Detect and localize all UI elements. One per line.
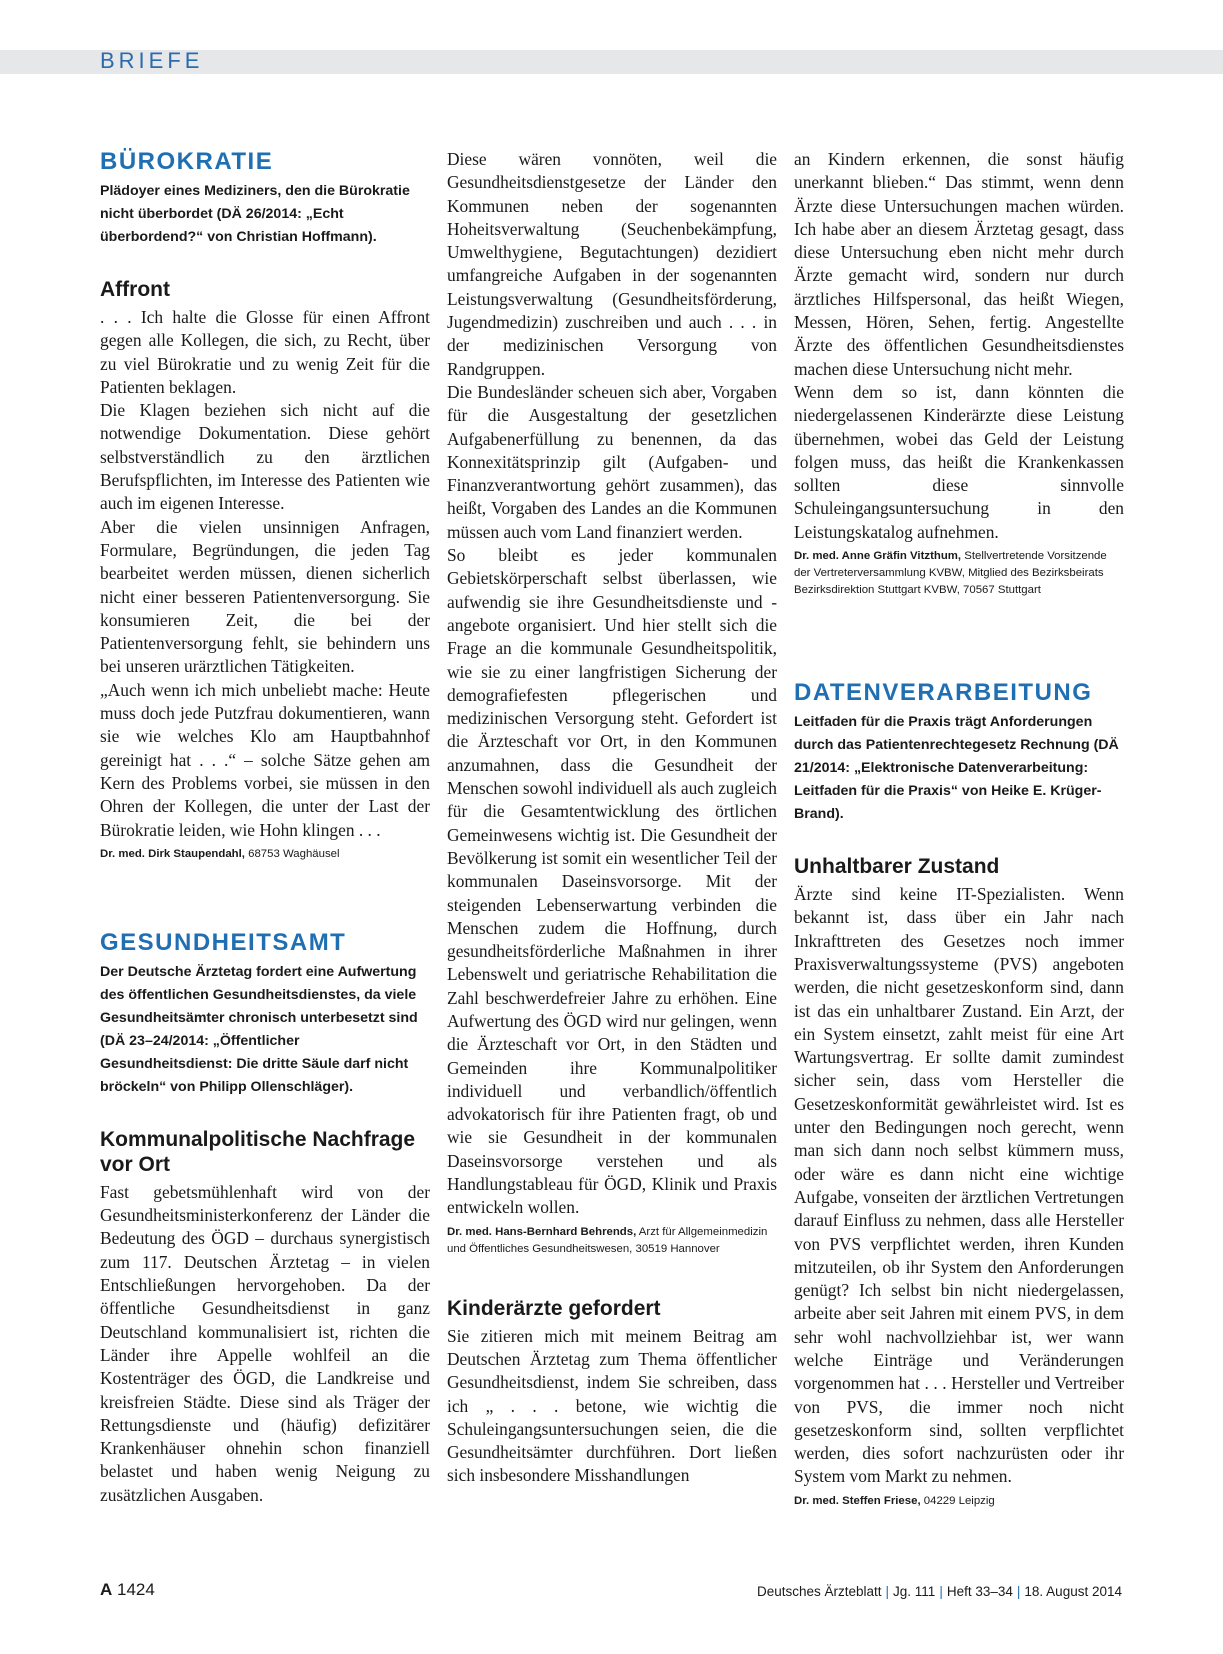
footer-separator: | — [885, 1584, 890, 1599]
letter-body: . . . Ich halte die Glosse für einen Affront gegen alle Kollegen, die sich, zu Recht, über zu viel Bürokratie und zu wenig Zeit für die Patienten beklagen. Die Klagen beziehen sich nicht auf die notwendige Dokumentation. Diese gehört selbstverständlich zu den ärztlichen Berufspflichten, im Interesse des Patienten wie auch im eigenen Interesse. Aber die vielen unsinnigen Anfragen, Formulare, Begründungen, die jeden Tag bearbeitet werden müssen, dienen sicherlich nicht einer besseren Patientenversorgung. Sie konsumieren Zeit, die bei der Patientenversorgung fehlt, sie behindern uns bei unseren urärztlichen Tätigkeiten. „Auch wenn ich mich unbeliebt mache: Heute muss doch jede Putzfrau dokumentieren, wann sie wie welches Klo am Hauptbahnhof gereinigt hat . . .“ – solche Sätze gehen am Kern des Problems vorbei, sie müssen in den Ohren der Kollegen, die unter der Last der Bürokratie leiden, wie Hohn klingen . . . — [100, 307, 430, 840]
journal-issue: Heft 33–34 — [946, 1584, 1013, 1599]
letter-headline: Unhaltbarer Zustand — [794, 855, 1000, 879]
letter-signature — [794, 1493, 1124, 1510]
letter-body: Fast gebetsmühlenhaft wird von der Gesundheitsministerkonferenz der Länder die Bedeutung des ÖGD – durchaus synergistisch zum 117. Deutschen Ärztetag – in vielen Entschließungen hervorgehoben. Da der öffentliche Gesundheitsdienst in ganz Deutschland kommunalisiert ist, richten die Länder ihre Appelle wohlfeil an die Kostenträger des ÖGD, die Landkreise und kreisfreien Städte. Diese sind als Träger der Rettungsdienste und (häufig) defizitärer Krankenhäuser ohnehin schon finanziell belastet und haben wenig Neigung zu zusätzlichen Ausgaben. — [100, 1181, 430, 1505]
letter-body-continued: Diese wären vonnöten, weil die Gesundheitsdienstgesetze der Länder den Kommunen neben der sogenannten Hoheitsverwaltung (Seuchenbekämpfung, Umwelthygiene, Begutachtungen) dezidiert umfangreiche Aufgaben in der sogenannten Leistungsverwaltung (Gesundheitsförderung, Jugendmedizin) zuschreiben und auch . . . in der medizinischen Versorgung von Randgruppen. Die Bundesländer scheuen sich aber, Vorgaben für die Ausgestaltung der gesetzlichen Aufgabenerfüllung zu benennen, da das Konnexitätsprinzip gilt (Aufgaben- und Finanzverantwortung gehört zusammen), das heißt, Vorgaben des Landes an die Kommunen müssen auch vom Land finanziert werden. So bleibt es jeder kommunalen Gebietskörperschaft selbst überlassen, wie aufwendig sie ihre Gesundheitsdienste und -angebote organisiert. Und hier stellt sich die Frage an die kommunale Gesundheitspolitik, wie sie zu einer langfristigen Sicherung der demografiefesten pflegerischen und medizinischen Versorgung steht. Gefordert ist die Ärzteschaft vor Ort, in den Kommunen anzumahnen, dass die Gesundheit der Menschen sowohl individuell als auch zugleich für die Gesamtentwicklung des örtlichen Gemeinwesens wichtig ist. Die Gesundheit der Bevölkerung ist somit ein wesentlicher Teil der kommunalen Daseinsvorsorge. Mit der steigenden Lebenserwartung verbinden die Menschen zudem die Hoffnung, durch gesundheitsförderliche Maßnahmen in ihrer Lebenswelt und geriatrische Rehabilitation die Zahl beschwerdefreier Jahre zu erhöhen. Eine Aufwertung des ÖGD wird nur gelingen, wenn die Ärzteschaft vor Ort, in den Städten und Gemeinden ihre Kommunalpolitiker individuell und verbandlich/öffentlich advokatorisch für ihre Patienten fragt, ob und wie sie Gesundheit in der kommunalen Daseinsvorsorge verstehen und als Handlungstableau für ÖGD, Klinik und Praxis entwickeln wollen. — [447, 149, 777, 1218]
section-label: BRIEFE — [100, 48, 204, 73]
article-buerokratie — [100, 148, 430, 863]
letter-kinderaerzte — [447, 1296, 777, 1488]
letter-body-continued: an Kindern erkennen, die sonst häufig unerkannt blieben.“ Das stimmt, wenn denn Ärzte diese Untersuchungen machen würden. Ich habe aber an diesem Ärztetag gesagt, dass diese Untersuchung eben nicht mehr durch Ärzte gemacht wird, sondern nur durch ärztliches Hilfspersonal, das heißt Wiegen, Messen, Hören, Sehen, fertig. Angestellte Ärzte des öffentlichen Gesundheitsdienstes machen diese Untersuchung nicht mehr. Wenn dem so ist, dann könnten die niedergelassenen Kinderärzte diese Leistung übernehmen, wobei das Geld der Leistung folgen muss, das heißt die Krankenkassen sollten diese sinnvolle Schuleingangsuntersuchung in den Leistungskatalog aufnehmen. — [794, 149, 1124, 542]
page-number — [100, 1580, 155, 1600]
footer-separator: | — [939, 1584, 943, 1599]
journal-date: 18. August 2014 — [1024, 1584, 1122, 1599]
column-2 — [447, 148, 777, 1488]
letter-body: Ärzte sind keine IT-Spezialisten. Wenn bekannt ist, dass über ein Jahr nach Inkrafttreten des Gesetzes noch immer Praxisverwaltungssysteme (PVS) angeboten werden, die nicht gesetzeskonform sind, dann ist das ein unhaltbarer Zustand. Ein Arzt, der ein System einsetzt, zahlt meist für eine Art Wartungsvertrag. Er sollte damit zumindest sicher sein, dass vom Hersteller die Gesetzeskonformität gewährleistet wird. Ist es unter den Bedingungen noch gerecht, wenn man sich dann noch selbst kümmern muss, oder wäre es dann nicht eine wichtige Aufgabe, vonseiten der ärztlichen Vertretungen darauf Einfluss zu nehmen, dass alle Hersteller von PVS verpflichtet werden, ihren Kunden mitzuteilen, ob ihr System den Anforderungen genügt? Ich selbst bin nicht niedergelassen, arbeite aber seit Jahren mit einem PVS, in dem sehr wohl nachvollziehbar ist, wer wann welche Einträge und Veränderungen vorgenommen hat . . . Hersteller und Vertreiber von PVS, die immer noch nicht gesetzeskonform sind, sollten verpflichtet werden, dies sofort nachzurüsten oder ihr System vom Markt zu nehmen. — [794, 884, 1124, 1487]
rubric-title: BÜROKRATIE — [100, 148, 274, 175]
column-3 — [794, 148, 1124, 1510]
column-1 — [100, 148, 430, 1507]
footer-separator: | — [1016, 1584, 1021, 1599]
signature-location: 04229 Leipzig — [920, 1494, 995, 1507]
article-teaser: Der Deutsche Ärztetag fordert eine Aufwertung des öffentlichen Gesundheitsdienstes, da viele Gesundheitsämter chronisch unterbesetzt sind (DÄ 23–24/2014: „Öffentlicher Gesundheitsdienst: Die dritte Säule darf nicht bröckeln“ von Philipp Ollenschläger). — [100, 963, 418, 1095]
journal-volume: Jg. 111 — [893, 1584, 936, 1599]
signature-location: Stellvertretende Vorsitzende der Vertreterversammlung KVBW, Mitglied des Bezirksbeirats Bezirksdirektion Stuttgart KVBW, 70567 Stuttgart — [794, 550, 1107, 597]
signature-name: Dr. med. Dirk Staupendahl, — [100, 847, 245, 860]
signature-location: Arzt für Allgemeinmedizin und Öffentliches Gesundheitswesen, 30519 Hannover — [447, 1225, 768, 1255]
signature-location: 68753 Waghäusel — [244, 847, 340, 860]
signature-name: Dr. med. Steffen Friese, — [794, 1494, 921, 1507]
letter-signature — [447, 1224, 777, 1258]
article-gesundheitsamt — [100, 929, 430, 1507]
article-teaser: Leitfaden für die Praxis trägt Anforderungen durch das Patientenrechtegesetz Rechnung (DÄ 21/2014: „Elektronische Datenverarbeitung: Leitfaden für die Praxis“ von Heike E. Krüger-Brand). — [794, 714, 1119, 823]
letter-headline: Kinderärzte gefordert — [447, 1296, 661, 1320]
page-prefix: A — [100, 1580, 113, 1599]
page-number-value: 1424 — [112, 1580, 155, 1599]
letter-signature — [794, 548, 1124, 599]
article-datenverarbeitung — [794, 679, 1124, 1510]
signature-name: Dr. med. Anne Gräfin Vitzthum, — [794, 550, 962, 563]
letter-headline: Kommunalpolitische Nachfrage vor Ort — [100, 1127, 416, 1176]
journal-info — [757, 1584, 1122, 1599]
letter-signature — [100, 846, 430, 863]
letter-headline: Affront — [100, 278, 170, 301]
signature-name: Dr. med. Hans-Bernhard Behrends, — [447, 1225, 637, 1238]
article-teaser: Plädoyer eines Mediziners, den die Bürokratie nicht überbordet (DÄ 26/2014: „Echt überbordend?“ von Christian Hoffmann). — [100, 183, 410, 245]
rubric-title: GESUNDHEITSAMT — [100, 928, 347, 956]
rubric-title: DATENVERARBEITUNG — [794, 679, 1093, 707]
journal-name: Deutsches Ärzteblatt — [756, 1584, 882, 1599]
letter-body: Sie zitieren mich mit meinem Beitrag am Deutschen Ärztetag zum Thema öffentlicher Gesundheitsdienst, indem Sie schreiben, dass ich „ . . . betone, wie wichtig die Schuleingangsuntersuchungen seien, die die Gesundheitsämter durchführen. Dort ließen sich insbesondere Misshandlungen — [447, 1325, 777, 1486]
